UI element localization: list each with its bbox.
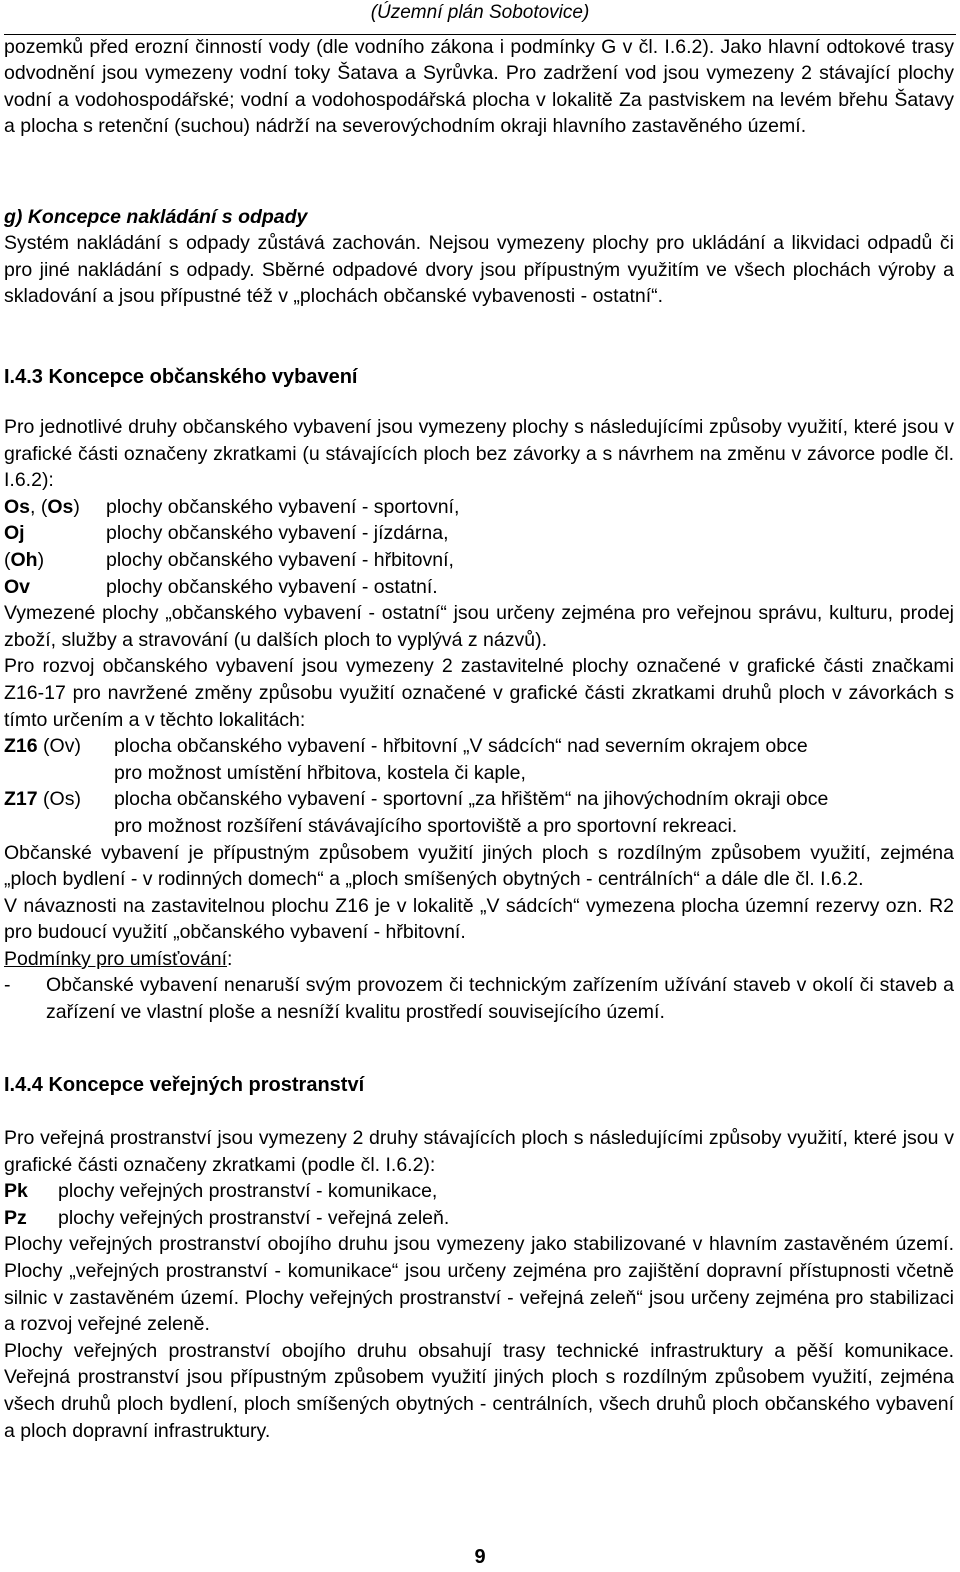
page-header: (Územní plán Sobotovice) (370, 2, 590, 23)
zone-type-z17: (Os) (37, 788, 81, 811)
conditions-item (4, 972, 954, 1025)
code-oj: Oj (4, 522, 25, 545)
paragraph-public-infrastructure: Plochy veřejných prostranství obojího druhu obsahují trasy technické infrastruktury a pěší komunikace. Veřejná prostranství jsou přípustným způsobem využití jiných ploch s rozdílným způsobem využití, zejména všech druhů ploch bydlení, ploch smíšených obytných - centrálních, všech druhů ploch občanského vybavení a ploch dopravní infrastruktury. (4, 1339, 954, 1442)
paragraph-waste: Systém nakládání s odpady zůstává zachován. Nejsou vymezeny plochy pro ukládání a likvidaci odpadů či pro jiné nakládání s odpady. Sběrné odpadové dvory jsou přípustným využitím ve všech plochách výroby a skladování a jsou přípustné též v „plochách občanské vybavenosti - ostatní“. (4, 232, 954, 308)
code-ov: Ov (4, 575, 31, 598)
code-pz: Pz (4, 1206, 27, 1229)
code-close: ) (37, 548, 45, 571)
code-oh: Oh (10, 548, 38, 571)
paragraph-permissible-use: Občanské vybavení je přípustným způsobem využití jiných ploch s rozdílným způsobem využití, zejména „ploch bydlení - v rodinných domech“ a „ploch smíšených obytných - centrálních“ a dále dle čl. I.6.2. (4, 841, 954, 891)
code-desc-pz: plochy veřejných prostranství - veřejná zeleň. (58, 1206, 450, 1229)
section-heading-public: I.4.4 Koncepce veřejných prostranství (4, 1074, 365, 1096)
code-sep: , ( (30, 495, 48, 518)
code-desc-os: plochy občanského vybavení - sportovní, (106, 495, 460, 518)
zone-code-z16: Z16 (4, 735, 38, 758)
section-heading-civic: I.4.3 Koncepce občanského vybavení (4, 366, 358, 388)
code-row-os (4, 494, 954, 521)
paragraph-reserve: V návaznosti na zastavitelnou plochu Z16 je v lokalitě „V sádcích“ vymezena plocha územní rezervy ozn. R2 pro budoucí využití „občanského vybavení - hřbitovní. (4, 894, 954, 944)
public-section (4, 1125, 954, 1444)
civic-heading-block (4, 364, 954, 390)
waste-section (4, 204, 954, 310)
code-row-ov (4, 574, 954, 601)
paragraph-public-stabilized: Plochy veřejných prostranství obojího druhu jsou vymezeny jako stabilizované v hlavním zastavěném území. Plochy „veřejných prostranství - komunikace“ jsou určeny zejména pro zajištění dopravní přístupnosti včetně silnic v zastavěném území. Plochy veřejných prostranství - veřejná zeleň“ jsou určeny zejména pro stabilizaci a rozvoj veřejné zeleně. (4, 1233, 954, 1336)
code-close: ) (73, 495, 80, 518)
page-number: 9 (474, 1546, 486, 1568)
conditions-item-text: Občanské vybavení nenaruší svým provozem či technickým zařízením užívání staveb v okolí či staveb a zařízení ve vlastní ploše a nesníží kvalitu prostředí souvisejícího území. (46, 974, 954, 1024)
zone-desc-z17-cont: pro možnost rozšíření stávávajícího sportoviště a pro sportovní rekreaci. (114, 814, 738, 837)
waste-heading: g) Koncepce nakládání s odpady (4, 206, 308, 228)
conditions-colon: : (227, 947, 233, 970)
zone-row-z17 (4, 786, 954, 813)
code-desc-pk: plochy veřejných prostranství - komunikace, (58, 1180, 438, 1203)
zone-desc-z17: plocha občanského vybavení - sportovní „za hřištěm“ na jihovýchodním okraji obce (114, 788, 829, 811)
civic-section (4, 414, 954, 1026)
zone-row-z16 (4, 733, 954, 760)
conditions-label-text: Podmínky pro umísťování (4, 947, 227, 970)
code-os: Os (4, 495, 31, 518)
paragraph-drainage: pozemků před erozní činností vody (dle vodního zákona i podmínky G v čl. I.6.2). Jako hlavní odtokové trasy odvodnění jsou vymezeny vodní toky Šatava a Syrůvka. Pro zadržení vod jsou vymezeny 2 stávající plochy vodní a vodohospodářské; vodní a vodohospodářská plocha v lokalitě Za pastviskem na levém břehu Šatavy a plocha s retenční (suchou) nádrží na severovýchodním okraji hlavního zastavěného území. (4, 36, 954, 138)
code-pk: Pk (4, 1180, 28, 1203)
zone-desc-z16: plocha občanského vybavení - hřbitovní „V sádcích“ nad severním okrajem obce (114, 735, 808, 758)
code-desc-oh: plochy občanského vybavení - hřbitovní, (106, 548, 454, 571)
code-row-pz (4, 1205, 954, 1232)
code-row-pk (4, 1178, 954, 1205)
conditions-label (4, 946, 954, 973)
intro-section (4, 34, 954, 140)
paragraph-public-intro: Pro veřejná prostranství jsou vymezeny 2 druhy stávajících ploch s následujícími způsoby využití, které jsou v grafické části označeny zkratkami (podle čl. I.6.2): (4, 1127, 954, 1176)
code-desc-ov: plochy občanského vybavení - ostatní. (106, 575, 438, 598)
paragraph-defined-areas: Vymezené plochy „občanského vybavení - ostatní“ jsou určeny zejména pro veřejnou správu, kulturu, prodej zboží, služby a stravování (u dalších ploch to vyplývá z názvů). (4, 602, 954, 651)
code-os-proposed: Os (47, 495, 74, 518)
zone-code-z17: Z17 (4, 788, 38, 811)
paragraph-civic-intro: Pro jednotlivé druhy občanského vybavení jsou vymezeny plochy s následujícími způsoby využití, které jsou v grafické části označeny zkratkami (u stávajících ploch bez závorky a s návrhem na změnu v závorce podle čl. I.6.2): (4, 416, 954, 492)
code-open: ( (4, 548, 11, 571)
zone-desc-z16-cont: pro možnost umístění hřbitova, kostela či kaple, (114, 761, 526, 784)
paragraph-development: Pro rozvoj občanského vybavení jsou vymezeny 2 zastavitelné plochy označené v grafické části značkami Z16-17 pro navržené změny způsobu využití označené v grafické části zkratkami druhů ploch v závorkách s tímto určením a v těchto lokalitách: (4, 655, 954, 731)
code-row-oh (4, 547, 954, 574)
code-desc-oj: plochy občanského vybavení - jízdárna, (106, 522, 449, 545)
public-heading-block (4, 1072, 954, 1098)
bullet-dash: - (4, 974, 11, 997)
code-row-oj (4, 520, 954, 547)
zone-type-z16: (Ov) (37, 735, 81, 758)
